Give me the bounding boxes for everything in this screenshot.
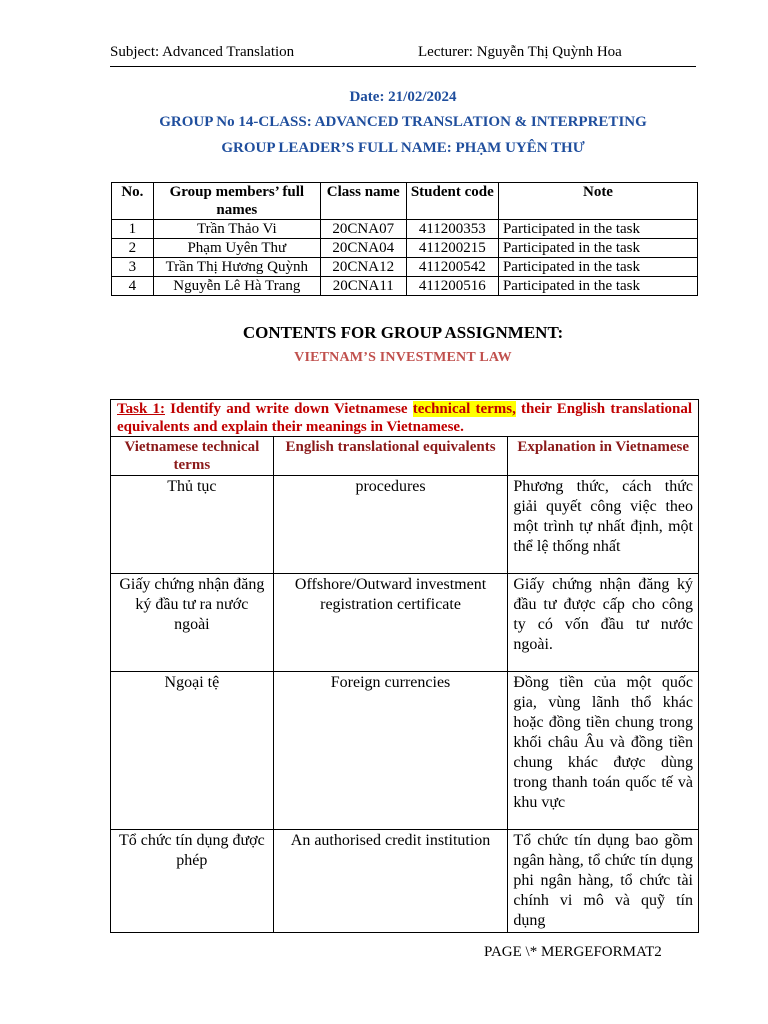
term-explanation: Đồng tiền của một quốc gia, vùng lãnh thổ khác hoặc đồng tiền chung trong khối châu Âu và đồng tiền chung khác được dùng trong thanh toán quốc tế và khu vực (508, 672, 699, 830)
table-row (112, 239, 698, 258)
members-table (111, 182, 698, 296)
page-footer: PAGE \* MERGEFORMAT2 (484, 944, 662, 960)
term-english: Offshore/Outward investment registration certificate (273, 574, 508, 672)
members-header-row (112, 183, 698, 220)
term-vietnamese: Thủ tục (111, 476, 274, 574)
table-row (112, 258, 698, 277)
term-explanation: Phương thức, cách thức giải quyết công việc theo một trình tự nhất định, một thể lệ thống nhất (508, 476, 699, 574)
contents-title: CONTENTS FOR GROUP ASSIGNMENT: (242, 323, 564, 342)
terms-header-row (111, 437, 699, 476)
table-row (112, 277, 698, 296)
task-highlight: technical terms, (412, 401, 516, 417)
task-text-after: their English translational equivalents and explain their meanings in Vietnamese. (117, 401, 692, 435)
table-row (112, 220, 698, 239)
task-row (111, 400, 699, 437)
col-no: No. (112, 183, 154, 220)
page-header (110, 44, 696, 67)
member-note: Participated in the task (498, 277, 697, 296)
contents-subtitle: VIETNAM’S INVESTMENT LAW (294, 350, 512, 365)
task-label: Task 1: (117, 401, 165, 417)
col-note: Note (498, 183, 697, 220)
term-english: procedures (273, 476, 508, 574)
term-explanation: Giấy chứng nhận đăng ký đầu tư được cấp cho công ty có vốn đầu tư nước ngoài. (508, 574, 699, 672)
term-vietnamese: Tổ chức tín dụng được phép (111, 830, 274, 933)
member-class: 20CNA07 (320, 220, 406, 239)
member-class: 20CNA12 (320, 258, 406, 277)
leader-line: GROUP LEADER’S FULL NAME: PHẠM UYÊN THƯ (221, 140, 585, 156)
col-class: Class name (320, 183, 406, 220)
table-row (111, 672, 699, 830)
task-instruction (111, 400, 699, 437)
member-note: Participated in the task (498, 239, 697, 258)
col-names: Group members’ full names (153, 183, 320, 220)
col-vietnamese-terms: Vietnamese technical terms (111, 437, 274, 476)
group-line: GROUP No 14-CLASS: ADVANCED TRANSLATION & INTERPRETING (159, 114, 647, 130)
member-note: Participated in the task (498, 220, 697, 239)
member-code: 411200516 (406, 277, 498, 296)
member-code: 411200215 (406, 239, 498, 258)
member-class: 20CNA11 (320, 277, 406, 296)
member-no: 2 (112, 239, 154, 258)
member-code: 411200353 (406, 220, 498, 239)
term-vietnamese: Giấy chứng nhận đăng ký đầu tư ra nước ngoài (111, 574, 274, 672)
subject-label: Subject: Advanced Translation (110, 44, 295, 60)
terms-table (110, 399, 699, 933)
col-english-equivalents: English translational equivalents (273, 437, 508, 476)
term-explanation: Tổ chức tín dụng bao gồm ngân hàng, tổ chức tín dụng phi ngân hàng, tổ chức tài chính vi mô và quỹ tín dụng (508, 830, 699, 933)
col-code: Student code (406, 183, 498, 220)
member-name: Trần Thảo Vi (153, 220, 320, 239)
member-name: Trần Thị Hương Quỳnh (153, 258, 320, 277)
term-english: Foreign currencies (273, 672, 508, 830)
member-no: 3 (112, 258, 154, 277)
member-note: Participated in the task (498, 258, 697, 277)
member-no: 1 (112, 220, 154, 239)
lecturer-label: Lecturer: Nguyễn Thị Quỳnh Hoa (418, 44, 622, 60)
member-name: Nguyễn Lê Hà Trang (153, 277, 320, 296)
table-row (111, 574, 699, 672)
member-name: Phạm Uyên Thư (153, 239, 320, 258)
member-no: 4 (112, 277, 154, 296)
member-code: 411200542 (406, 258, 498, 277)
term-vietnamese: Ngoại tệ (111, 672, 274, 830)
task-text-before: Identify and write down Vietnamese (165, 401, 413, 417)
col-explanation: Explanation in Vietnamese (508, 437, 699, 476)
date-line: Date: 21/02/2024 (349, 89, 457, 105)
table-row (111, 476, 699, 574)
member-class: 20CNA04 (320, 239, 406, 258)
term-english: An authorised credit institution (273, 830, 508, 933)
table-row (111, 830, 699, 933)
